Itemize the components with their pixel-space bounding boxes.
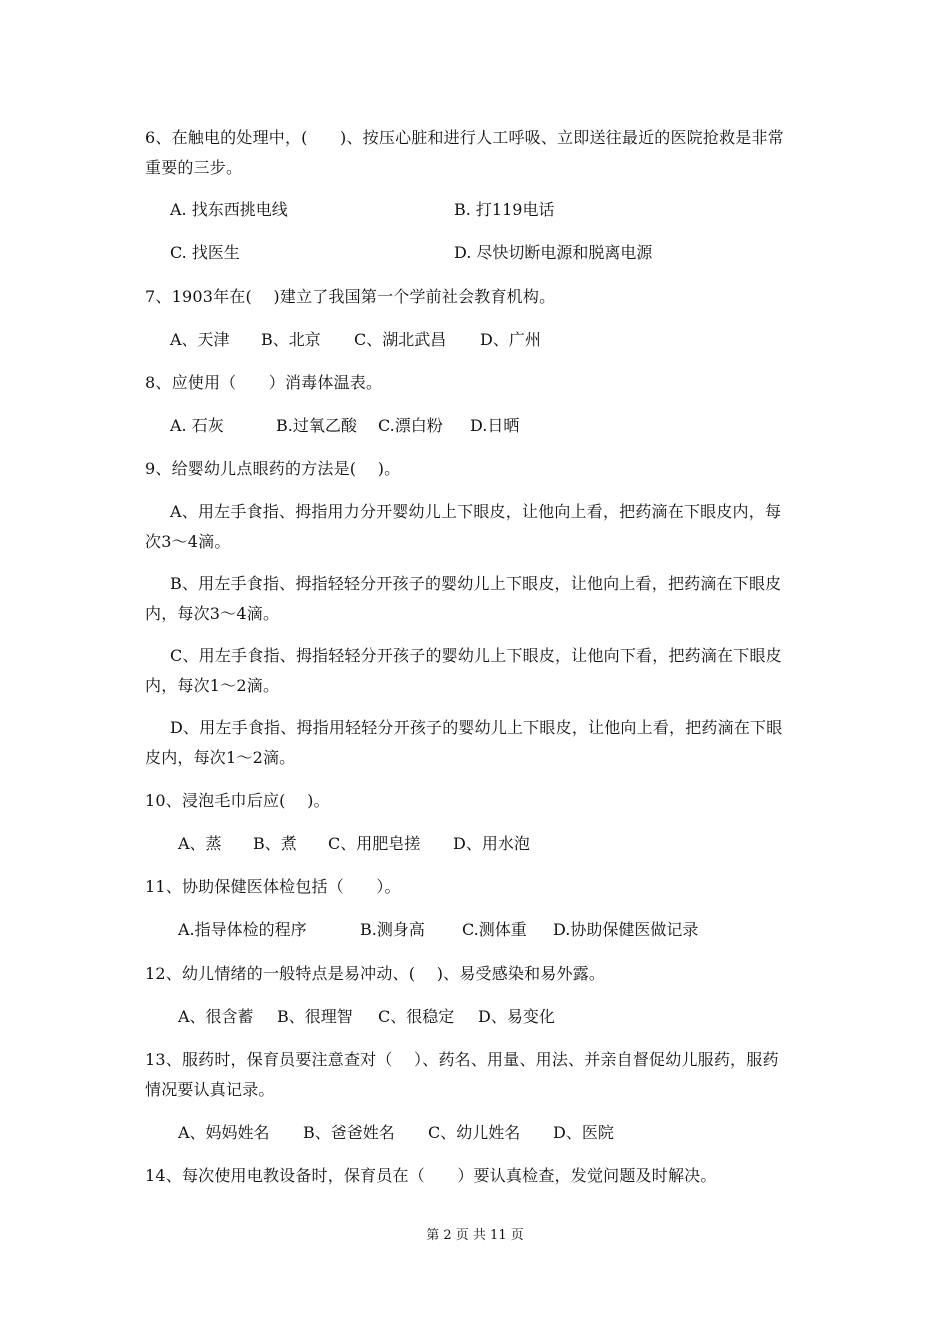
question-7-line-1: 7、1903年在( )建立了我国第一个学前社会教育机构。: [145, 287, 556, 306]
question-9-line-1: 9、给婴幼儿点眼药的方法是( )。: [145, 459, 401, 478]
question-12-line-1: 12、幼儿情绪的一般特点是易冲动、( )、易受感染和易外露。: [145, 964, 606, 983]
option-b: B、爸爸姓名: [303, 1123, 395, 1142]
question-9-option-c-line-2: 内，每次1～2滴。: [145, 676, 280, 695]
question-6-line-1: 6、在触电的处理中，( )、按压心脏和进行人工呼吸、立即送往最近的医院抢救是非常: [145, 128, 784, 147]
option-b: B、煮: [253, 834, 297, 853]
option-b: B.过氧乙酸: [276, 416, 357, 435]
question-8-line-1: 8、应使用（ ）消毒体温表。: [145, 373, 383, 392]
option-d: D、医院: [553, 1123, 614, 1142]
question-9-option-b-line-1: B、用左手食指、拇指轻轻分开孩子的婴幼儿上下眼皮，让他向上看，把药滴在下眼皮: [170, 574, 782, 593]
page-footer: 第 2 页 共 11 页: [426, 1228, 524, 1243]
option-c: C、湖北武昌: [354, 330, 447, 349]
question-9-option-d-line-1: D、用左手食指、拇指用轻轻分开孩子的婴幼儿上下眼皮，让他向上看，把药滴在下眼: [170, 718, 783, 737]
option-b: B、北京: [261, 330, 321, 349]
option-d: D. 尽快切断电源和脱离电源: [454, 243, 653, 262]
option-a: A、天津: [170, 330, 230, 349]
option-b: B.测身高: [360, 920, 425, 939]
question-9-option-d-line-2: 皮内，每次1～2滴。: [145, 748, 296, 767]
question-13-line-1: 13、服药时，保育员要注意查对（ ）、药名、用量、用法、并亲自督促幼儿服药，服药: [145, 1050, 779, 1069]
question-9-option-c-line-1: C、用左手食指、拇指轻轻分开孩子的婴幼儿上下眼皮，让他向下看，把药滴在下眼皮: [170, 646, 782, 665]
option-a: A. 石灰: [170, 416, 224, 435]
option-c: C、幼儿姓名: [428, 1123, 521, 1142]
option-d: D、用水泡: [453, 834, 530, 853]
option-d: D、广州: [480, 330, 541, 349]
option-d: D.日晒: [470, 416, 520, 435]
question-9-option-a-line-1: A、用左手食指、拇指用力分开婴幼儿上下眼皮，让他向上看，把药滴在下眼皮内，每: [170, 502, 782, 521]
option-d: D.协助保健医做记录: [553, 920, 699, 939]
option-d: D、易变化: [478, 1007, 555, 1026]
option-a: A、蒸: [178, 834, 222, 853]
question-11-line-1: 11、协助保健医体检包括（ ）。: [145, 877, 401, 896]
option-c: C. 找医生: [170, 243, 240, 262]
option-a: A、妈妈姓名: [178, 1123, 270, 1142]
question-14-line-1: 14、每次使用电教设备时，保育员在（ ）要认真检查，发觉问题及时解决。: [145, 1166, 717, 1185]
option-a: A、很含蓄: [178, 1007, 254, 1026]
option-c: C.漂白粉: [378, 416, 443, 435]
question-13-line-2: 情况要认真记录。: [145, 1080, 275, 1099]
question-9-option-b-line-2: 内，每次3～4滴。: [145, 604, 280, 623]
option-a: A. 找东西挑电线: [170, 200, 288, 219]
option-c: C.测体重: [462, 920, 527, 939]
option-b: B. 打119电话: [454, 200, 555, 219]
option-a: A.指导体检的程序: [178, 920, 307, 939]
option-c: C、用肥皂搓: [328, 834, 421, 853]
option-b: B、很理智: [277, 1007, 353, 1026]
question-6-line-2: 重要的三步。: [145, 158, 243, 177]
question-9-option-a-line-2: 次3～4滴。: [145, 532, 231, 551]
option-c: C、很稳定: [378, 1007, 455, 1026]
question-10-line-1: 10、浸泡毛巾后应( )。: [145, 791, 330, 810]
